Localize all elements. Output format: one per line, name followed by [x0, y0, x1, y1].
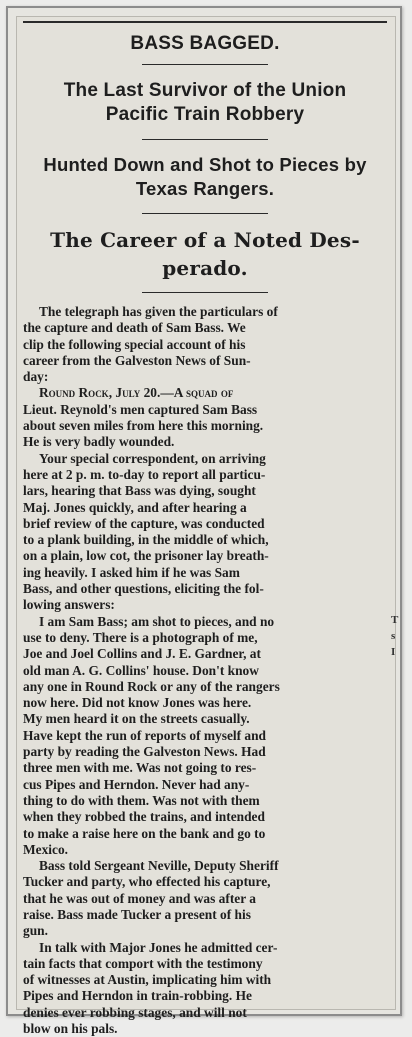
text-line: blow on his pals.	[23, 1021, 118, 1037]
text-line: ing heavily. I asked him if he was Sam	[23, 564, 240, 580]
text-line: here at 2 p. m. to-day to report all particu-	[23, 466, 266, 482]
text-line: Maj. Jones quickly, and after hearing a	[23, 499, 247, 515]
fragment-char: I	[391, 646, 396, 658]
text-line: lowing answers:	[23, 597, 115, 613]
divider-rule	[142, 213, 268, 214]
text-line: career from the Galveston News of Sun-	[23, 352, 251, 368]
text-line: gun.	[23, 923, 48, 939]
text-line: to make a raise here on the bank and go to	[23, 825, 266, 841]
divider-rule	[142, 292, 268, 293]
text-line: Bass told Sergeant Neville, Deputy Sheriff	[39, 858, 279, 874]
fragment-char: s	[391, 630, 396, 642]
text-line: on a plain, low cot, the prisoner lay breath-	[23, 548, 269, 564]
text-line: of witnesses at Austin, implicating him with	[23, 972, 272, 988]
text-line: Bass, and other questions, eliciting the fol-	[23, 581, 264, 597]
text-line: Have kept the run of reports of myself and	[23, 727, 266, 743]
text-line: old man A. G. Collins' house. Don't know	[23, 662, 259, 678]
text-line: tain facts that comport with the testimony	[23, 955, 263, 971]
text-line: when they robbed the trains, and intended	[23, 809, 265, 825]
paragraph-intro	[23, 304, 387, 385]
text-line: cus Pipes and Herndon. Never had any-	[23, 776, 250, 792]
text-line: any one in Round Rock or any of the rangers	[23, 678, 280, 694]
text-line: Pipes and Herndon in train-robbing. He	[23, 988, 252, 1004]
text-line: Joe and Joel Collins and J. E. Gardner, at	[23, 646, 261, 662]
text-line: Tucker and party, who effected his capture,	[23, 874, 271, 890]
paragraph-jones	[23, 940, 387, 1037]
paragraph-statement	[23, 614, 387, 858]
paragraph-dateline	[23, 385, 387, 450]
article-body	[23, 304, 387, 1037]
deck-2-line: Texas Rangers.	[135, 178, 275, 199]
deck-3-line: The Career of a Noted Des-	[50, 228, 360, 252]
text-line: He is very badly wounded.	[23, 434, 175, 450]
text-line: to a plank building, in the middle of which,	[23, 532, 269, 548]
divider-rule	[142, 139, 268, 140]
text-line: Lieut. Reynold's men captured Sam Bass	[23, 401, 258, 417]
text-line: raise. Bass made Tucker a present of his	[23, 906, 251, 922]
fragment-char: T	[391, 614, 399, 626]
text-line: party by reading the Galveston News. Had	[23, 744, 266, 760]
text-line: lars, hearing that Bass was dying, sought	[23, 483, 256, 499]
text-line: the capture and death of Sam Bass. We	[23, 320, 246, 336]
text-line: Your special correspondent, on arriving	[39, 450, 266, 466]
deck-3	[23, 226, 387, 282]
article-column	[23, 17, 387, 1037]
newspaper-clipping	[16, 16, 396, 1037]
text-line: My men heard it on the streets casually.	[23, 711, 250, 727]
text-line: day:	[23, 369, 49, 385]
adjacent-column-fragment	[391, 612, 399, 660]
text-line: I am Sam Bass; am shot to pieces, and no	[39, 613, 275, 629]
deck-2-line: Hunted Down and Shot to Pieces by	[43, 154, 367, 175]
text-line: The telegraph has given the particulars of	[39, 304, 278, 319]
deck-1-line: The Last Survivor of the Union	[63, 80, 347, 101]
text-line: Round Rock, July 20.—A squad of	[39, 385, 234, 401]
text-line: denies ever robbing stages, and will not	[23, 1004, 247, 1020]
text-line: Mexico.	[23, 841, 68, 857]
divider-rule	[142, 64, 268, 65]
text-line: three men with me. Was not going to res-	[23, 760, 257, 776]
paragraph-neville	[23, 858, 387, 939]
text-line: thing to do with them. Was not with them	[23, 792, 260, 808]
image-frame	[6, 6, 402, 1037]
text-line: about seven miles from here this morning.	[23, 418, 264, 434]
text-line: use to deny. There is a photograph of me,	[23, 629, 258, 645]
deck-1	[23, 79, 387, 127]
paragraph-correspondent	[23, 451, 387, 614]
headline: BASS BAGGED.	[130, 33, 280, 54]
deck-2	[23, 153, 387, 201]
text-line: clip the following special account of his	[23, 336, 246, 352]
text-line: In talk with Major Jones he admitted cer-	[39, 939, 278, 955]
top-rule	[23, 21, 387, 23]
deck-1-line: Pacific Train Robbery	[105, 104, 305, 125]
text-line: that he was out of money and was after a	[23, 890, 256, 906]
text-line: brief review of the capture, was conducted	[23, 515, 265, 531]
text-line: now here. Did not know Jones was here.	[23, 695, 252, 711]
deck-3-line: perado.	[162, 256, 248, 280]
